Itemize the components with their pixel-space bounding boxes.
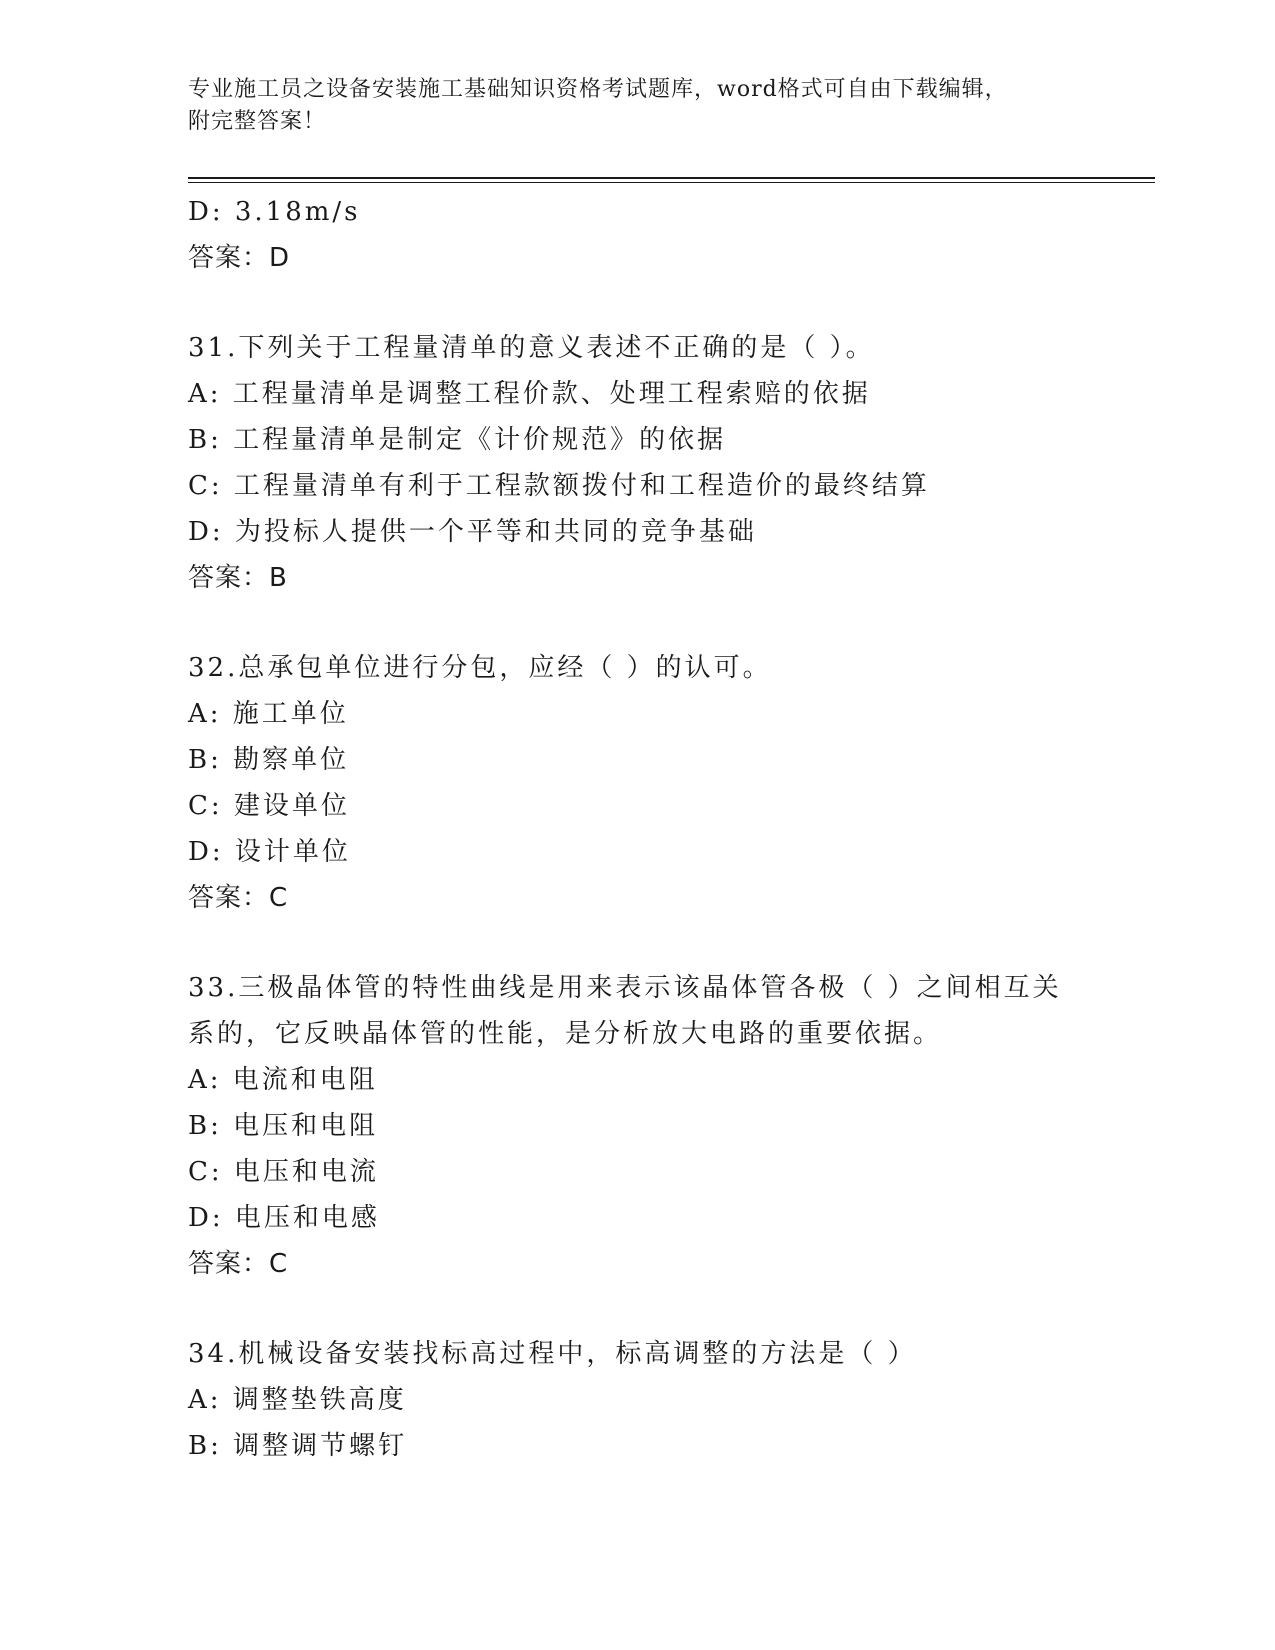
option-a: A: 调整垫铁高度 (188, 1385, 407, 1415)
answer-line: 答案：C (188, 1249, 289, 1279)
question-stem: 34.机械设备安装找标高过程中，标高调整的方法是（ ） (188, 1339, 917, 1369)
question-stem-line-2: 系的，它反映晶体管的性能，是分析放大电路的重要依据。 (188, 1019, 943, 1049)
question-31 (188, 325, 1148, 601)
spacer (188, 921, 1148, 965)
answer-line: 答案：B (188, 563, 288, 593)
spacer (188, 281, 1148, 325)
spacer (188, 1287, 1148, 1331)
option-b: B: 工程量清单是制定《计价规范》的依据 (188, 425, 727, 455)
question-32 (188, 645, 1148, 921)
question-stem: 31.下列关于工程量清单的意义表述不正确的是（ ）。 (188, 333, 875, 363)
question-stem-line-1: 33.三极晶体管的特性曲线是用来表示该晶体管各极（ ）之间相互关 (188, 973, 1062, 1003)
question-30-tail (188, 189, 1148, 281)
option-d: D: 设计单位 (188, 837, 351, 867)
document-header (188, 74, 1088, 138)
option-c: C: 建设单位 (188, 791, 350, 821)
question-34 (188, 1331, 1148, 1469)
option-d: D: 为投标人提供一个平等和共同的竞争基础 (188, 517, 757, 547)
spacer (188, 601, 1148, 645)
header-line-1: 专业施工员之设备安装施工基础知识资格考试题库，word格式可自由下载编辑， (188, 77, 1008, 102)
question-33 (188, 965, 1148, 1287)
option-c: C: 电压和电流 (188, 1157, 379, 1187)
option-b: B: 电压和电阻 (188, 1111, 379, 1141)
question-stem: 32.总承包单位进行分包，应经（ ）的认可。 (188, 653, 772, 683)
option-d: D: 电压和电感 (188, 1203, 380, 1233)
question-content (188, 189, 1148, 1469)
option-d: D: 3.18m/s (188, 197, 361, 227)
answer-line: 答案：D (188, 243, 291, 273)
answer-line: 答案：C (188, 883, 289, 913)
option-c: C: 工程量清单有利于工程款额拨付和工程造价的最终结算 (188, 471, 930, 501)
header-divider-thin (188, 182, 1155, 183)
option-a: A: 电流和电阻 (188, 1065, 378, 1095)
header-divider-thick (188, 177, 1155, 179)
option-b: B: 勘察单位 (188, 745, 350, 775)
header-line-2: 附完整答案！ (188, 109, 327, 134)
option-a: A: 工程量清单是调整工程价款、处理工程索赔的依据 (188, 379, 871, 409)
option-a: A: 施工单位 (188, 699, 349, 729)
option-b: B: 调整调节螺钉 (188, 1431, 408, 1461)
